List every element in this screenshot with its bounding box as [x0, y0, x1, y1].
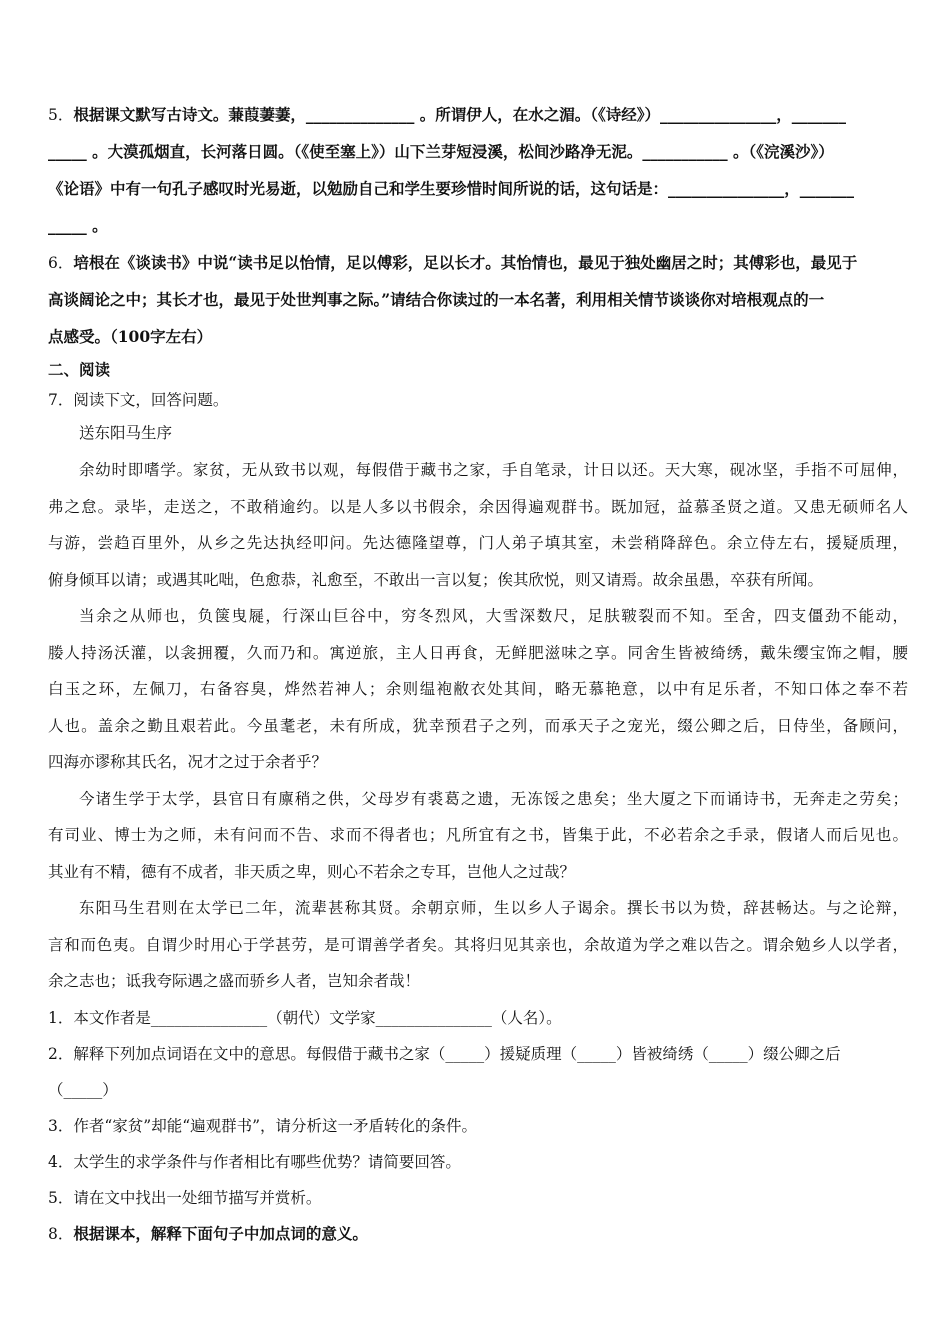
question-7 — [48, 385, 908, 1216]
passage-line: 今诸生学于太学，县官日有廪稍之供，父母岁有裘葛之遗，无冻馁之患矣；坐大厦之下而诵诗书，无奔走之劳矣； — [79, 789, 908, 808]
passage-line: 余之志也；诋我夸际遇之盛而骄乡人者，岂知余者哉！ — [48, 972, 421, 990]
subquestion-5: 5．请在文中找出一处细节描写并赏析。 — [48, 1188, 322, 1207]
passage-line: 人也。盖余之勤且艰若此。今虽耄老，未有所成，犹幸预君子之列，而承天子之宠光，缀公卿之后，日侍坐，备顾问， — [48, 716, 908, 735]
passage-paragraph-3 — [48, 781, 908, 891]
q5-line-4: _____ 。 — [48, 216, 108, 235]
q5-line-2: _____ 。大漠孤烟直，长河落日圆。（《使至塞上》）山下兰芽短浸溪，松间沙路净无泥。___________ 。（《浣溪沙》） — [48, 142, 834, 161]
q5-line-1: 5．根据课文默写古诗文。蒹葭萋萋，______________ 。所谓伊人，在水之湄。（《诗经》）_______________，_______ — [48, 105, 847, 124]
passage-paragraph-1 — [48, 452, 908, 598]
q5-line-3: 《论语》中有一句孔子感叹时光易逝，以勉励自己和学生要珍惜时间所说的话，这句话是：_______________，_______ — [48, 179, 855, 198]
passage-title: 送东阳马生序 — [79, 424, 173, 442]
q7-subquestions — [48, 1000, 908, 1216]
q5-number: 5． — [48, 106, 74, 124]
passage-line: 俯身倾耳以请；或遇其叱咄，色愈恭，礼愈至，不敢出一言以复；俟其欣悦，则又请焉。故余虽愚，卒获有所闻。 — [48, 570, 824, 589]
q7-prompt-line: 7．阅读下文，回答问题。 — [48, 391, 229, 409]
passage-line: 其业有不精，德有不成者，非天质之卑，则心不若余之专耳，岂他人之过哉？ — [48, 862, 576, 881]
passage-line: 弗之怠。录毕，走送之，不敢稍逾约。以是人多以书假余，余因得遍观群书。既加冠，益慕圣贤之道。又患无硕师名人 — [48, 497, 908, 516]
q6-line-3: 点感受。（100字左右） — [48, 327, 213, 346]
passage-line: 言和而色夷。自谓少时用心于学甚劳，是可谓善学者矣。其将归见其亲也，余故道为学之难以告之。谓余勉乡人以学者， — [48, 935, 908, 954]
passage-line: 当余之从师也，负箧曳屣，行深山巨谷中，穷冬烈风，大雪深数尺，足肤皲裂而不知。至舍，四支僵劲不能动， — [79, 607, 908, 625]
subquestion-4: 4．太学生的求学条件与作者相比有哪些优势？请简要回答。 — [48, 1152, 461, 1171]
passage-line: 媵人持汤沃灌，以衾拥覆，久而乃和。寓逆旅，主人日再食，无鲜肥滋味之享。同舍生皆被绮绣，戴朱缨宝饰之帽，腰 — [48, 643, 908, 662]
passage-line: 余幼时即嗜学。家贫，无从致书以观，每假借于藏书之家，手自笔录，计日以还。天大寒，砚冰坚，手指不可屈伸， — [79, 461, 908, 479]
subquestion-2: 2．解释下列加点词语在文中的意思。每假借于藏书之家（_____）援疑质理（_____）皆被绮绣（_____）缀公卿之后 — [48, 1044, 841, 1063]
q6-line-1: 6．培根在《谈读书》中说“读书足以怡情，足以傅彩，足以长才。其怡情也，最见于独处幽居之时；其傅彩也，最见于 — [48, 253, 858, 272]
exam-page — [48, 96, 908, 1252]
passage-paragraph-4 — [48, 890, 908, 1000]
passage-line: 与游，尝趋百里外，从乡之先达执经叩问。先达德隆望尊，门人弟子填其室，未尝稍降辞色。余立侍左右，援疑质理， — [48, 534, 908, 552]
q8-number: 8． — [48, 1224, 74, 1243]
question-8 — [48, 1216, 908, 1252]
question-5 — [48, 96, 908, 244]
section-heading-reading: 二、阅读 — [48, 360, 111, 379]
passage-paragraph-2 — [48, 598, 908, 781]
q6-line-2: 高谈阔论之中；其长才也，最见于处世判事之际。”请结合你读过的一本名著，利用相关情节谈谈你对培根观点的一 — [48, 290, 825, 309]
passage-line: 有司业、博士为之师，未有问而不告、求而不得者也；凡所宜有之书，皆集于此，不必若余之手录，假诸人而后见也。 — [48, 826, 908, 844]
q7-number: 7． — [48, 391, 74, 409]
q6-number: 6． — [48, 254, 74, 272]
passage-line: 东阳马生君则在太学已二年，流辈甚称其贤。余朝京师，生以乡人子谒余。撰长书以为贽，辞甚畅达。与之论辩， — [79, 899, 908, 917]
q8-prompt: 根据课本，解释下面句子中加点词的意义。 — [73, 1223, 368, 1243]
passage-line: 四海亦谬称其氏名，况才之过于余者乎？ — [48, 753, 328, 771]
question-6 — [48, 244, 908, 355]
subquestion-2-continued: （_____） — [48, 1080, 118, 1099]
subquestion-3: 3．作者“家贫”却能“遍观群书”，请分析这一矛盾转化的条件。 — [48, 1116, 478, 1135]
subquestion-1: 1．本文作者是_______________（朝代）文学家_______________（人名）。 — [48, 1008, 562, 1027]
passage-line: 白玉之环，左佩刀，右备容臭，烨然若神人；余则缊袍敝衣处其间，略无慕艳意，以中有足乐者，不知口体之奉不若 — [48, 680, 908, 698]
